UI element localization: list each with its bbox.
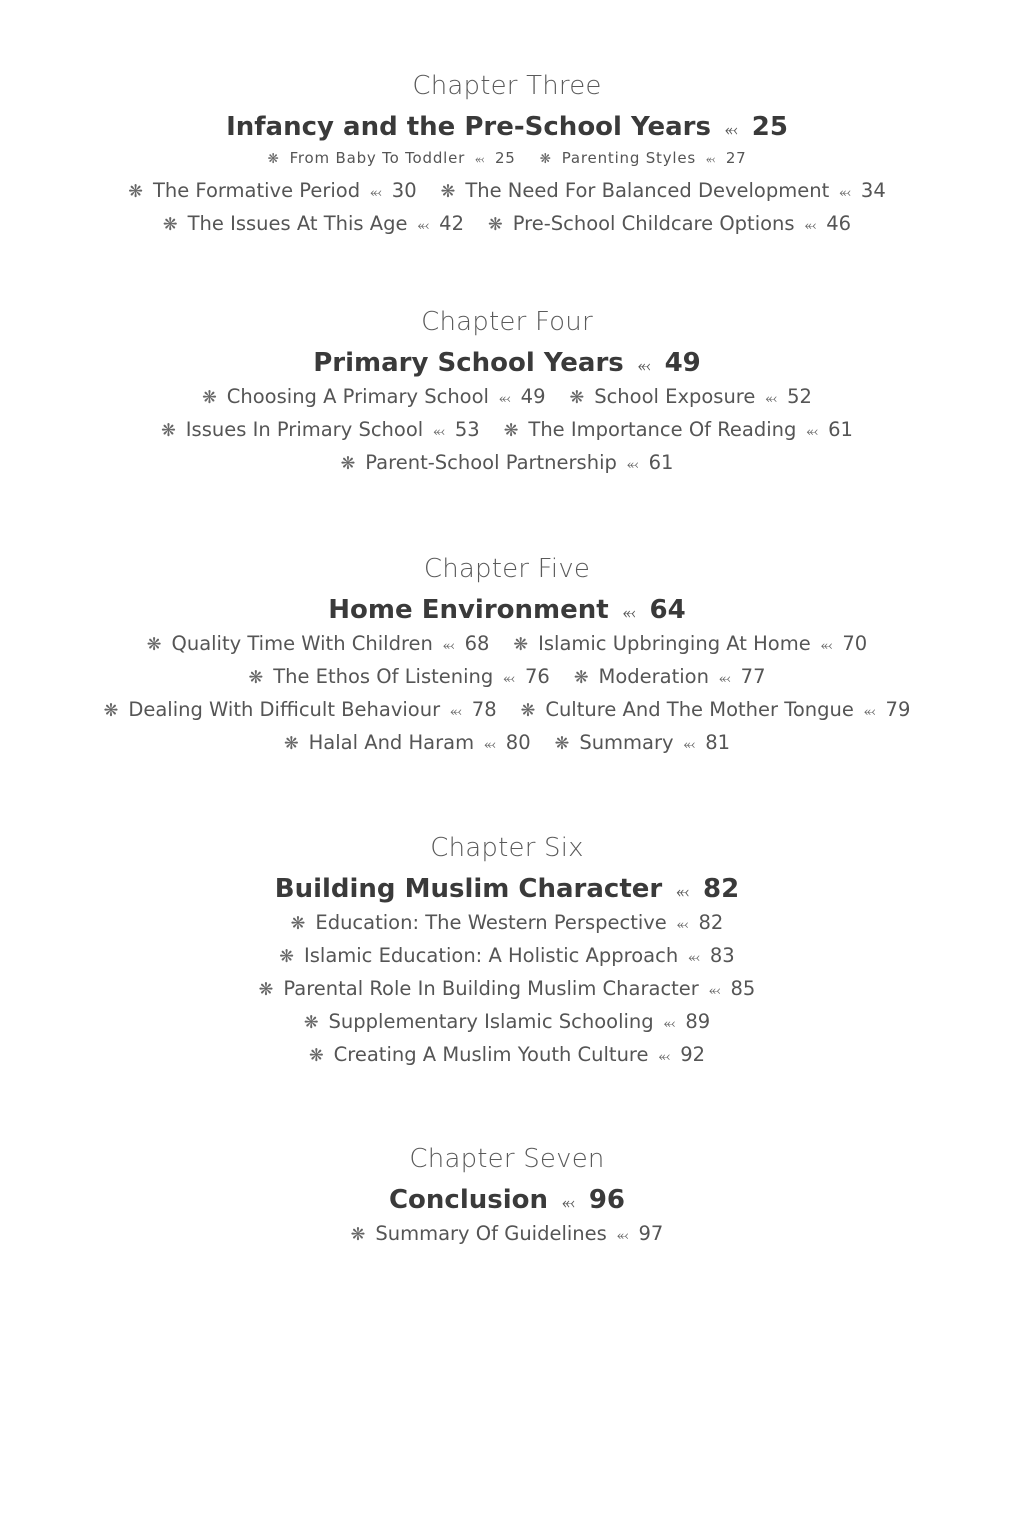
bullet-star-icon: ❋ <box>308 1046 324 1066</box>
entry-title: Summary Of Guidelines <box>375 1222 607 1245</box>
bullet-star-icon: ❋ <box>258 980 274 1000</box>
bullet-star-icon: ❋ <box>248 668 264 688</box>
toc-entry[interactable] <box>540 144 747 174</box>
toc-entry[interactable] <box>267 144 515 174</box>
entry-title: Islamic Upbringing At Home <box>538 632 811 655</box>
bullet-star-icon: ❋ <box>103 701 119 721</box>
arrow-icon: ⬻ <box>626 456 639 473</box>
entry-title: Moderation <box>598 665 709 688</box>
toc-entry[interactable] <box>202 380 545 415</box>
toc-entry[interactable] <box>284 726 531 761</box>
bullet-star-icon: ❋ <box>279 947 294 967</box>
entry-line <box>0 1005 1014 1038</box>
entry-title: Parent-School Partnership <box>365 451 617 474</box>
chapter-title <box>0 346 1014 380</box>
entry-page: 92 <box>680 1043 706 1066</box>
entry-page: 80 <box>505 731 531 754</box>
entry-line <box>0 972 1014 1005</box>
entry-title: Quality Time With Children <box>171 632 433 655</box>
entry-line <box>0 726 1014 759</box>
arrow-icon: ⬻ <box>708 982 721 999</box>
entry-title: The Ethos Of Listening <box>273 665 494 688</box>
entry-title: Pre-School Childcare Options <box>512 212 795 235</box>
entry-page: 77 <box>740 665 766 688</box>
entry-title: Summary <box>579 731 674 754</box>
entry-page: 97 <box>638 1222 664 1245</box>
entry-page: 25 <box>494 149 516 167</box>
toc-entry[interactable] <box>488 207 851 242</box>
entry-page: 27 <box>725 149 747 167</box>
bullet-star-icon: ❋ <box>161 421 176 441</box>
entry-line <box>0 380 1014 413</box>
entry-page: 49 <box>520 385 546 408</box>
entry-page: 42 <box>439 212 464 235</box>
arrow-icon: ⬻ <box>562 1193 575 1212</box>
entry-page: 46 <box>826 212 852 235</box>
arrow-icon: ⬻ <box>442 637 455 654</box>
entry-title: Dealing With Difficult Behaviour <box>128 698 441 721</box>
chapter-block <box>0 1139 1014 1250</box>
arrow-icon: ⬻ <box>820 637 833 654</box>
arrow-icon: ⬻ <box>498 390 511 407</box>
arrow-icon: ⬻ <box>676 882 690 901</box>
arrow-icon: ⬻ <box>433 423 445 440</box>
entry-title: Education: The Western Perspective <box>315 911 667 934</box>
chapter-title <box>0 1183 1014 1217</box>
bullet-star-icon: ❋ <box>520 701 536 721</box>
toc-entry[interactable] <box>279 939 734 974</box>
bullet-star-icon: ❋ <box>503 421 519 441</box>
toc-entry[interactable] <box>147 627 490 662</box>
arrow-icon: ⬻ <box>806 423 819 440</box>
entry-page: 61 <box>648 451 674 474</box>
entry-page: 68 <box>464 632 490 655</box>
entry-page: 79 <box>885 698 911 721</box>
arrow-icon: ⬻ <box>839 184 851 201</box>
arrow-icon: ⬻ <box>676 916 689 933</box>
toc-entry[interactable] <box>513 627 867 662</box>
entry-line <box>0 660 1014 693</box>
bullet-star-icon: ❋ <box>554 734 570 754</box>
chapter-label: Chapter Four <box>421 307 593 337</box>
chapter-title <box>0 872 1014 906</box>
bullet-star-icon: ❋ <box>162 215 178 235</box>
arrow-icon: ⬻ <box>683 736 696 753</box>
arrow-icon: ⬻ <box>503 670 515 687</box>
entry-title: Choosing A Primary School <box>226 385 489 408</box>
chapter-page: 96 <box>588 1185 626 1215</box>
toc-entry[interactable] <box>259 972 756 1007</box>
arrow-icon: ⬻ <box>622 603 636 622</box>
toc-entry[interactable] <box>351 1217 664 1252</box>
arrow-icon: ⬻ <box>370 184 382 201</box>
chapter-label: Chapter Five <box>423 554 591 584</box>
entry-title: Issues In Primary School <box>185 418 424 441</box>
arrow-icon: ⬻ <box>450 703 462 720</box>
entry-page: 89 <box>685 1010 711 1033</box>
bullet-star-icon: ❋ <box>340 454 356 474</box>
chapter-title-text: Conclusion <box>388 1185 549 1215</box>
entry-page: 76 <box>524 665 550 688</box>
bullet-star-icon: ❋ <box>539 151 552 167</box>
entry-page: 85 <box>730 977 756 1000</box>
toc-entry[interactable] <box>569 380 811 415</box>
entry-page: 81 <box>705 731 731 754</box>
arrow-icon: ⬻ <box>804 217 817 234</box>
entry-title: The Formative Period <box>152 179 361 202</box>
arrow-icon: ⬻ <box>863 703 876 720</box>
chapter-page: 25 <box>751 112 788 142</box>
entry-title: The Importance Of Reading <box>528 418 797 441</box>
bullet-star-icon: ❋ <box>202 388 217 408</box>
chapter-page: 82 <box>703 874 740 904</box>
entry-title: From Baby To Toddler <box>289 149 466 167</box>
entry-line <box>0 627 1014 660</box>
bullet-star-icon: ❋ <box>303 1013 319 1033</box>
arrow-icon: ⬻ <box>616 1227 629 1244</box>
chapter-block <box>0 828 1014 1071</box>
chapter-title <box>0 593 1014 627</box>
chapter-title-text: Primary School Years <box>313 348 624 378</box>
toc-entry[interactable] <box>574 660 766 695</box>
entry-line <box>0 939 1014 972</box>
arrow-icon: ⬻ <box>718 670 731 687</box>
bullet-star-icon: ❋ <box>488 215 503 235</box>
toc-entry[interactable] <box>291 906 724 941</box>
chapter-block <box>0 302 1014 479</box>
bullet-star-icon: ❋ <box>146 635 162 655</box>
chapter-label: Chapter Seven <box>409 1144 605 1174</box>
entry-line <box>0 174 1014 207</box>
arrow-icon: ⬻ <box>484 736 496 753</box>
chapter-page: 64 <box>649 595 686 625</box>
arrow-icon: ⬻ <box>765 390 778 407</box>
chapter-title <box>0 110 1014 144</box>
toc-entry[interactable] <box>521 693 911 728</box>
entry-title: Islamic Education: A Holistic Approach <box>303 944 679 967</box>
chapter-label: Chapter Three <box>412 71 602 101</box>
entry-title: Supplementary Islamic Schooling <box>328 1010 654 1033</box>
arrow-icon: ⬻ <box>706 153 716 166</box>
bullet-star-icon: ❋ <box>440 182 456 202</box>
bullet-star-icon: ❋ <box>573 668 589 688</box>
chapter-title-text: Building Muslim Character <box>274 874 663 904</box>
bullet-star-icon: ❋ <box>128 182 143 202</box>
chapter-block <box>0 549 1014 759</box>
entry-line <box>0 207 1014 240</box>
bullet-star-icon: ❋ <box>569 388 585 408</box>
toc-entry[interactable] <box>441 174 886 209</box>
toc-entry[interactable] <box>163 207 464 242</box>
entry-line <box>0 144 1014 174</box>
toc-entry[interactable] <box>249 660 550 695</box>
bullet-star-icon: ❋ <box>290 914 306 934</box>
entry-page: 30 <box>391 179 417 202</box>
arrow-icon: ⬻ <box>637 356 651 375</box>
entry-title: Creating A Muslim Youth Culture <box>333 1043 649 1066</box>
toc-entry[interactable] <box>128 174 416 209</box>
entry-line <box>0 1038 1014 1071</box>
entry-page: 70 <box>842 632 868 655</box>
entry-line <box>0 1217 1014 1250</box>
entry-page: 61 <box>828 418 853 441</box>
toc-entry[interactable] <box>341 446 674 481</box>
toc-entry[interactable] <box>504 413 853 448</box>
arrow-icon: ⬻ <box>724 120 738 139</box>
entry-line <box>0 693 1014 726</box>
entry-page: 82 <box>698 911 724 934</box>
chapter-title-text: Home Environment <box>328 595 609 625</box>
entry-page: 83 <box>709 944 735 967</box>
bullet-star-icon: ❋ <box>283 734 299 754</box>
toc-entry[interactable] <box>161 413 480 448</box>
entry-title: Halal And Haram <box>308 731 475 754</box>
toc-entry[interactable] <box>304 1005 710 1040</box>
arrow-icon: ⬻ <box>663 1015 676 1032</box>
entry-title: Parental Role In Building Muslim Character <box>283 977 699 1000</box>
bullet-star-icon: ❋ <box>513 635 529 655</box>
chapter-title-text: Infancy and the Pre-School Years <box>226 112 711 142</box>
bullet-star-icon: ❋ <box>350 1225 366 1245</box>
entry-line <box>0 906 1014 939</box>
toc-entry[interactable] <box>555 726 730 761</box>
entry-page: 34 <box>860 179 886 202</box>
entry-line <box>0 446 1014 479</box>
entry-title: Parenting Styles <box>561 149 697 167</box>
toc-entry[interactable] <box>309 1038 705 1073</box>
arrow-icon: ⬻ <box>417 217 430 234</box>
entry-title: School Exposure <box>594 385 756 408</box>
chapter-page: 49 <box>664 348 701 378</box>
entry-title: The Issues At This Age <box>187 212 408 235</box>
chapter-block <box>0 66 1014 240</box>
entry-page: 53 <box>454 418 480 441</box>
entry-page: 78 <box>471 698 497 721</box>
entry-line <box>0 413 1014 446</box>
entry-page: 52 <box>787 385 812 408</box>
toc-entry[interactable] <box>104 693 497 728</box>
entry-title: The Need For Balanced Development <box>465 179 830 202</box>
arrow-icon: ⬻ <box>475 153 485 166</box>
entry-title: Culture And The Mother Tongue <box>545 698 854 721</box>
arrow-icon: ⬻ <box>658 1048 671 1065</box>
chapter-label: Chapter Six <box>430 833 584 863</box>
bullet-star-icon: ❋ <box>267 151 280 167</box>
arrow-icon: ⬻ <box>688 949 700 966</box>
